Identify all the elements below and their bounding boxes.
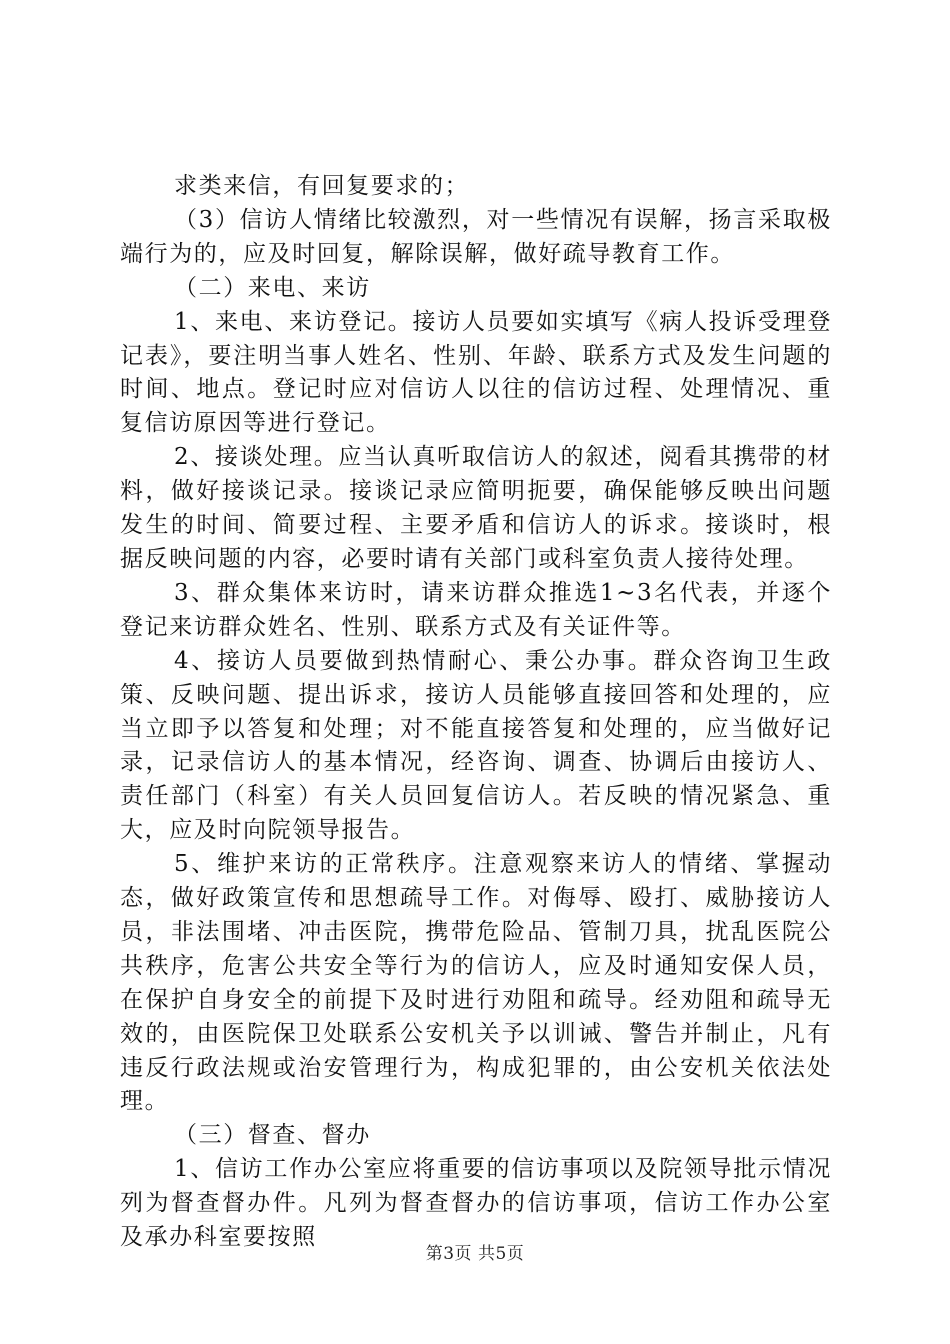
document-body <box>120 170 832 1255</box>
paragraph: 求类来信，有回复要求的； <box>174 173 470 199</box>
paragraph: 3、群众集体来访时，请来访群众推选1~3名代表，并逐个登记来访群众姓名、性别、联系方式及有关证件等。 <box>120 579 832 640</box>
paragraph: 2、接谈处理。应当认真听取信访人的叙述，阅看其携带的材料，做好接谈记录。接谈记录应简明扼要，确保能够反映出问题发生的时间、简要过程、主要矛盾和信访人的诉求。接谈时，根据反映问题的内容，必要时请有关部门或科室负责人接待处理。 <box>120 444 832 572</box>
paragraph: 1、来电、来访登记。接访人员要如实填写《病人投诉受理登记表》，要注明当事人姓名、性别、年龄、联系方式及发生问题的时间、地点。登记时应对信访人以往的信访过程、处理情况、重复信访原因等进行登记。 <box>120 308 832 437</box>
paragraph: 4、接访人员要做到热情耐心、秉公办事。群众咨询卫生政策、反映问题、提出诉求，接访人员能够直接回答和处理的，应当立即予以答复和处理；对不能直接答复和处理的，应当做好记录，记录信访人的基本情况，经咨询、调查、协调后由接访人、责任部门（科室）有关人员回复信访人。若反映的情况紧急、重大，应及时向院领导报告。 <box>120 647 832 844</box>
paragraph: 5、维护来访的正常秩序。注意观察来访人的情绪、掌握动态，做好政策宣传和思想疏导工作。对侮辱、殴打、威胁接访人员，非法围堵、冲击医院，携带危险品、管制刀具，扰乱医院公共秩序，危害公共安全等行为的信访人，应及时通知安保人员，在保护自身安全的前提下及时进行劝阻和疏导。经劝阻和疏导无效的，由医院保卫处联系公安机关予以训诫、警告并制止，凡有违反行政法规或治安管理行为，构成犯罪的，由公安机关依法处理。 <box>120 851 832 1115</box>
section-heading: （三）督查、督办 <box>174 1122 371 1149</box>
page-number-footer: 第3页 共5页 <box>425 1244 525 1264</box>
section-heading: （二）来电、来访 <box>174 274 371 301</box>
paragraph: 1、信访工作办公室应将重要的信访事项以及院领导批示情况列为督查督办件。凡列为督查督办的信访事项，信访工作办公室及承办科室要按照 <box>120 1156 832 1251</box>
paragraph: （3）信访人情绪比较激烈，对一些情况有误解，扬言采取极端行为的，应及时回复，解除误解，做好疏导教育工作。 <box>120 206 832 267</box>
